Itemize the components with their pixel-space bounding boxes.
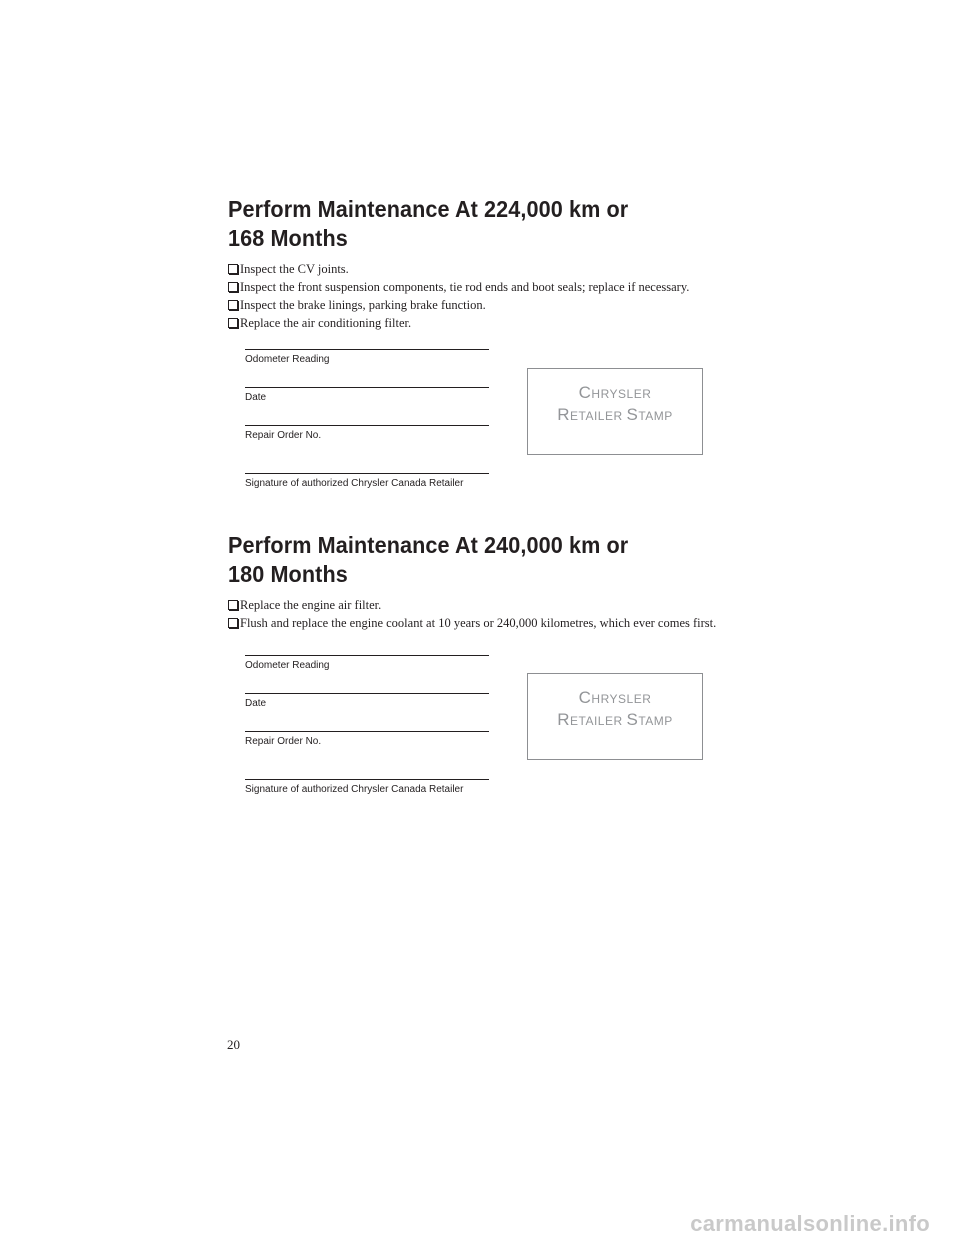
signature-line bbox=[245, 473, 489, 474]
page-number: 20 bbox=[227, 1037, 240, 1052]
checklist-item bbox=[228, 614, 788, 632]
checklist-item-text: Inspect the CV joints. bbox=[240, 262, 349, 276]
section-title-line2: 180 Months bbox=[228, 561, 348, 587]
repair-order-field[interactable] bbox=[245, 731, 489, 748]
repair-order-label: Repair Order No. bbox=[245, 430, 322, 441]
odometer-line bbox=[245, 655, 489, 656]
checklist-item bbox=[228, 596, 788, 614]
date-field[interactable] bbox=[245, 693, 489, 710]
signature-label: Signature of authorized Chrysler Canada Retailer bbox=[245, 784, 464, 795]
stamp-line2: RETAILER STAMP bbox=[557, 710, 673, 729]
checkbox[interactable] bbox=[228, 264, 238, 274]
section-title-line1: Perform Maintenance At 224,000 km or bbox=[228, 196, 629, 222]
date-label: Date bbox=[245, 698, 267, 709]
stamp-line1: CHRYSLER bbox=[578, 383, 652, 402]
checkbox[interactable] bbox=[228, 282, 238, 292]
checklist-item-text: Flush and replace the engine coolant at 10 years or 240,000 kilometres, which ever comes first. bbox=[240, 616, 717, 630]
repair-order-field[interactable] bbox=[245, 425, 489, 442]
date-line bbox=[245, 387, 489, 388]
retailer-stamp-box bbox=[527, 673, 703, 760]
section-title bbox=[228, 531, 754, 589]
maintenance-section-240000 bbox=[228, 531, 788, 632]
checklist-item-text: Inspect the brake linings, parking brake function. bbox=[240, 298, 486, 312]
checklist-item-text: Replace the engine air filter. bbox=[240, 598, 382, 612]
watermark: carmanualsonline.info bbox=[690, 1211, 930, 1236]
checklist-item bbox=[228, 314, 788, 332]
checklist-item-text: Inspect the front suspension components, tie rod ends and boot seals; replace if necessary. bbox=[240, 280, 690, 294]
checklist-item bbox=[228, 278, 788, 296]
section-title-line1: Perform Maintenance At 240,000 km or bbox=[228, 532, 629, 558]
section-title-line2: 168 Months bbox=[228, 225, 348, 251]
checklist bbox=[228, 260, 788, 332]
maintenance-section-224000 bbox=[228, 195, 788, 332]
signature-line bbox=[245, 779, 489, 780]
checkbox[interactable] bbox=[228, 300, 238, 310]
checklist-item bbox=[228, 260, 788, 278]
odometer-label: Odometer Reading bbox=[245, 660, 330, 671]
odometer-line bbox=[245, 349, 489, 350]
odometer-field[interactable] bbox=[245, 349, 489, 366]
stamp-line1: CHRYSLER bbox=[578, 688, 652, 707]
checklist bbox=[228, 596, 788, 632]
repair-order-line bbox=[245, 425, 489, 426]
checklist-item-text: Replace the air conditioning filter. bbox=[240, 316, 412, 330]
odometer-label: Odometer Reading bbox=[245, 354, 330, 365]
checklist-item bbox=[228, 296, 788, 314]
retailer-stamp-box bbox=[527, 368, 703, 455]
checkbox[interactable] bbox=[228, 318, 238, 328]
date-line bbox=[245, 693, 489, 694]
stamp-line2: RETAILER STAMP bbox=[557, 405, 673, 424]
signature-field[interactable] bbox=[245, 473, 489, 490]
odometer-field[interactable] bbox=[245, 655, 489, 672]
repair-order-line bbox=[245, 731, 489, 732]
signature-label: Signature of authorized Chrysler Canada Retailer bbox=[245, 478, 464, 489]
checkbox[interactable] bbox=[228, 600, 238, 610]
date-field[interactable] bbox=[245, 387, 489, 404]
signature-field[interactable] bbox=[245, 779, 489, 796]
repair-order-label: Repair Order No. bbox=[245, 736, 322, 747]
date-label: Date bbox=[245, 392, 267, 403]
checkbox[interactable] bbox=[228, 618, 238, 628]
section-title bbox=[228, 195, 754, 253]
